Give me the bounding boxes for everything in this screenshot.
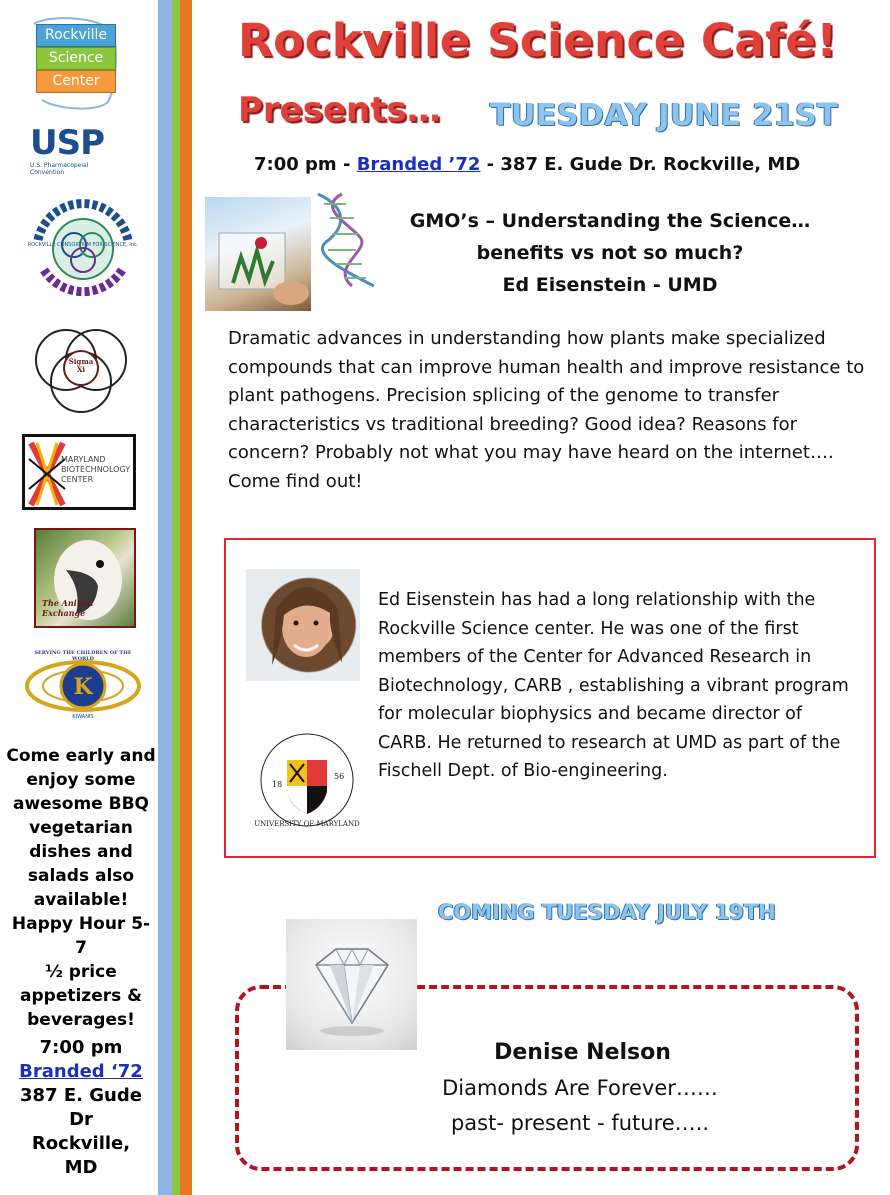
speaker-photo <box>246 569 360 681</box>
diamond-image <box>286 919 417 1050</box>
promo-line: salads also <box>27 866 135 886</box>
usp-logo <box>30 124 130 180</box>
next-speaker: Denise Nelson <box>494 1040 671 1065</box>
talk-description: Dramatic advances in understanding how plants make specialized compounds that can improve human health and improve resistance to plant pathogens. Precision splicing of the genome to transfer characteristics vs traditional breeding? Good idea? Reasons for concern? Probably not what you may have heard on the internet…. Come find out! <box>228 328 865 492</box>
talk-title-line-2: benefits vs not so much? <box>476 242 744 264</box>
usp-logo-subtext: U.S. Pharmacopeial Convention <box>30 162 89 176</box>
rockville-science-center-logo <box>28 16 120 110</box>
venue-link[interactable]: Branded ’72 <box>356 154 481 175</box>
promo-line: Come early and <box>6 746 156 766</box>
promo-line: vegetarian <box>29 818 133 838</box>
promo-line: available! <box>33 890 129 910</box>
sidebar-promo <box>6 744 156 1032</box>
presents-heading: Presents… <box>238 90 441 130</box>
next-talk-title-line-2: past- present - future….. <box>450 1111 710 1135</box>
consortium-logo-text: ROCKVILLE CONSORTIUM FOR SCIENCE, Inc. <box>27 242 139 248</box>
promo-line: dishes and <box>29 842 133 862</box>
umd-seal-logo <box>254 730 360 830</box>
animal-exchange-text: The Animal Exchange <box>42 598 94 618</box>
event-date: TUESDAY JUNE 21ST <box>490 98 839 133</box>
event-time-location <box>254 154 800 175</box>
rockville-consortium-logo <box>24 190 142 308</box>
sigma-xi-logo <box>22 318 140 418</box>
mbc-logo-line-1: MARYLAND <box>61 455 106 464</box>
rsc-logo-line-3: Center <box>36 70 116 93</box>
sidebar-address-line: 387 E. Gude <box>20 1085 142 1106</box>
mbc-logo-line-2: BIOTECHNOLOGY <box>61 465 131 474</box>
talk-title <box>360 205 860 301</box>
sidebar-address-line: MD <box>64 1157 98 1178</box>
stripe-blue <box>158 0 172 1195</box>
umd-seal-year-right: 56 <box>334 772 345 781</box>
animal-exchange-logo <box>34 528 136 628</box>
rsc-logo-line-1: Rockville <box>36 24 116 47</box>
sidebar-address-line: Dr <box>69 1109 93 1130</box>
usp-logo-text: USP <box>30 123 105 163</box>
promo-line: enjoy some <box>26 770 136 790</box>
kiwanis-ring-text: SERVING THE CHILDREN OF THE WORLD <box>34 650 132 662</box>
page-title: Rockville Science Café! <box>238 14 838 67</box>
promo-line: awesome BBQ <box>12 794 150 814</box>
stripe-orange <box>180 0 192 1195</box>
promo-line: beverages! <box>27 1010 135 1030</box>
next-talk-title-line-1: Diamonds Are Forever…… <box>442 1076 718 1100</box>
promo-line: ½ price <box>45 962 117 982</box>
umd-seal-year-left: 18 <box>272 780 283 789</box>
promo-line: Happy Hour 5-7 <box>11 914 151 958</box>
sidebar-event-info <box>6 1036 156 1180</box>
talk-speaker: Ed Eisenstein - UMD <box>502 274 718 296</box>
maryland-biotech-center-logo <box>22 434 136 510</box>
speaker-bio-text: Ed Eisenstein has had a long relationship with the Rockville Science center. He was one of the first members of the Center for Advanced Research in Biotechnology, CARB , establishing a vibrant program for molecular biophysics and became director of CARB. He returned to research at UMD as part of the Fischell Dept. of Bio-engineering. <box>378 590 849 781</box>
svg-text:K: K <box>73 674 93 700</box>
umd-seal-text: UNIVERSITY OF MARYLAND <box>254 820 360 828</box>
stripe-green <box>172 0 180 1195</box>
plant-culture-image <box>205 197 311 311</box>
sidebar-time: 7:00 pm <box>39 1037 123 1058</box>
sigma-xi-text: Sigma Xi <box>68 357 94 374</box>
rsc-logo-line-2: Science <box>36 47 116 70</box>
kiwanis-text: KIWANIS <box>72 714 94 720</box>
sidebar-venue-link[interactable]: Branded ‘72 <box>19 1061 143 1082</box>
sidebar-address-line: Rockville, <box>31 1133 131 1154</box>
event-time: 7:00 pm - <box>254 154 357 175</box>
event-address: - 387 E. Gude Dr. Rockville, MD <box>480 154 801 175</box>
promo-line: appetizers & <box>20 986 142 1006</box>
kiwanis-logo <box>24 650 142 722</box>
mbc-logo-line-3: CENTER <box>61 475 94 484</box>
coming-heading: COMING TUESDAY JULY 19TH <box>438 900 776 924</box>
talk-title-line-1: GMO’s – Understanding the Science… <box>409 210 811 232</box>
